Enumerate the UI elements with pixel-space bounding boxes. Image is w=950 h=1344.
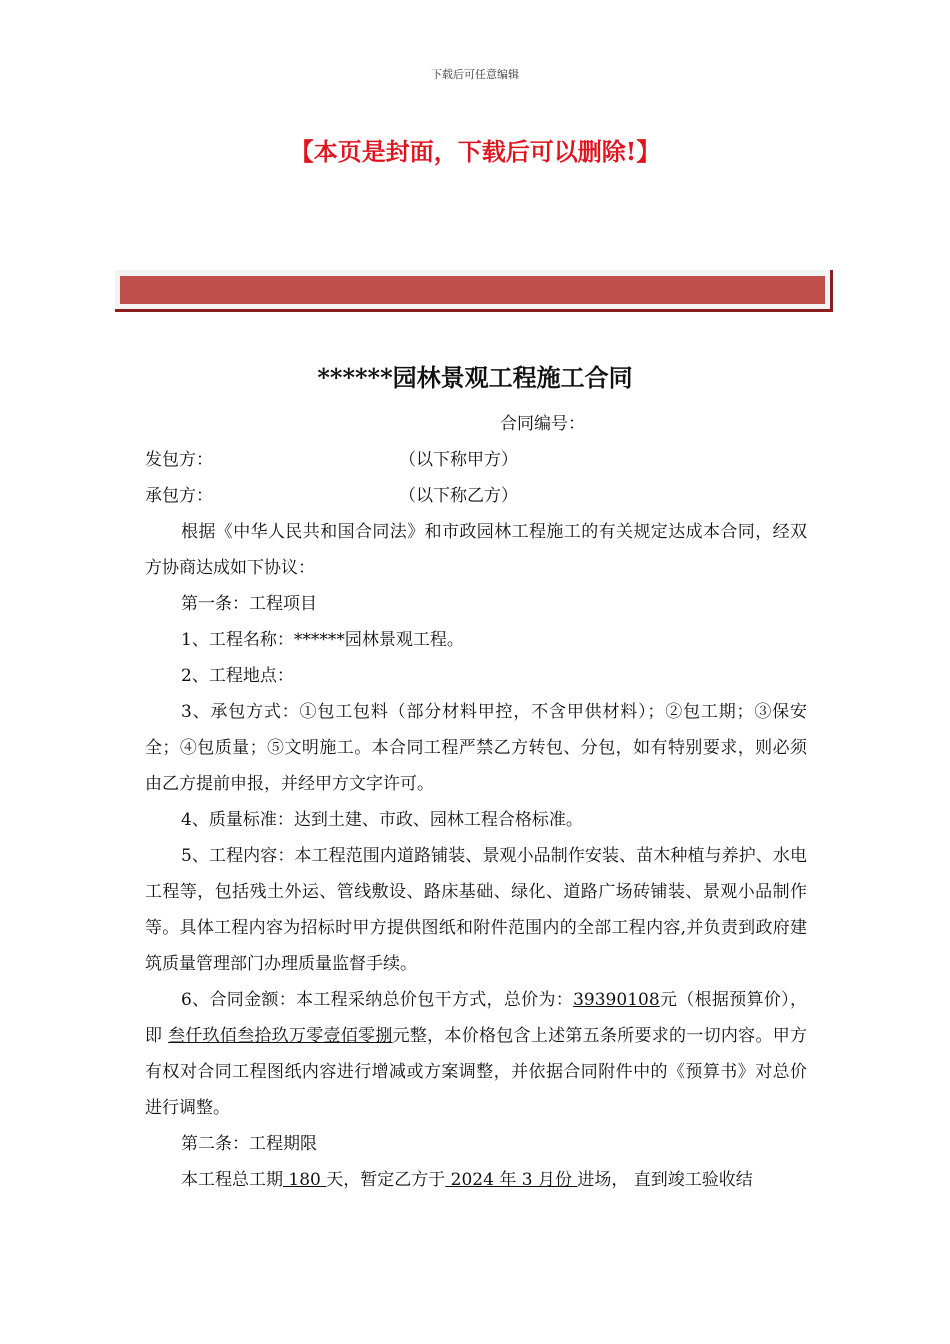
article1-item5: 5、工程内容：本工程范围内道路铺装、景观小品制作安装、苗木种植与养护、水电工程等，包括残土外运、管线敷设、路床基础、绿化、道路广场砖铺装、景观小品制作等。具体工程内容为招标时甲方提供图纸和附件范围内的全部工程内容,并负责到政府建筑质量管理部门办理质量监督手续。: [145, 846, 807, 974]
item6-mid: 元（根据预算价），即: [145, 990, 807, 1046]
article1-item1: 1、工程名称：******园林景观工程。: [181, 630, 464, 650]
decorative-banner: [115, 270, 833, 312]
party-b-line: [145, 478, 807, 514]
article1-item2: 2、工程地点：: [181, 666, 294, 686]
contract-amount: 39390108: [573, 990, 660, 1010]
banner-bar: [120, 276, 825, 304]
article1-item3: 3、承包方式：①包工包料（部分材料甲控，不含甲供材料）；②包工期；③保安全；④包质量；⑤文明施工。本合同工程严禁乙方转包、分包，如有特别要求，则必须由乙方提前申报，并经甲方文字许可。: [145, 702, 807, 794]
article1-item6: [145, 982, 807, 1126]
party-a-note: （以下称甲方）: [399, 450, 518, 470]
document-title: ******园林景观工程施工合同: [317, 363, 633, 392]
article1-heading: 第一条：工程项目: [181, 594, 317, 614]
article2-mid: 天，暂定乙方于: [326, 1170, 446, 1190]
article2-prefix: 本工程总工期: [181, 1170, 283, 1190]
duration-days: 180: [283, 1170, 327, 1190]
party-b-label: 承包方：: [145, 486, 213, 506]
party-a-line: [145, 442, 807, 478]
article1-item4: 4、质量标准：达到土建、市政、园林工程合格标准。: [181, 810, 583, 830]
article2-suffix: 进场， 直到竣工验收结: [577, 1170, 753, 1190]
article2-text: [145, 1162, 807, 1198]
party-a-label: 发包方：: [145, 450, 213, 470]
contract-number-label: 合同编号：: [500, 414, 585, 434]
item6-suffix: 元整，本价格包含上述第五条所要求的一切内容。甲方有权对合同工程图纸内容进行增减或方案调整，并依据合同附件中的《预算书》对总价进行调整。: [145, 1026, 808, 1118]
item6-prefix: 6、合同金额：本工程采纳总价包干方式，总价为：: [181, 990, 574, 1010]
party-b-note: （以下称乙方）: [399, 486, 518, 506]
contract-body: [145, 406, 807, 1198]
start-date: 2024 年 3 月份: [445, 1170, 578, 1190]
header-note: 下载后可任意编辑: [431, 68, 519, 81]
intro-paragraph: 根据《中华人民共和国合同法》和市政园林工程施工的有关规定达成本合同，经双方协商达成如下协议：: [145, 522, 807, 578]
cover-notice: 【本页是封面，下载后可以删除!】: [289, 137, 661, 166]
contract-amount-words: 叁仟玖佰叁拾玖万零壹佰零捌: [167, 1026, 393, 1046]
article2-heading: 第二条：工程期限: [181, 1134, 317, 1154]
